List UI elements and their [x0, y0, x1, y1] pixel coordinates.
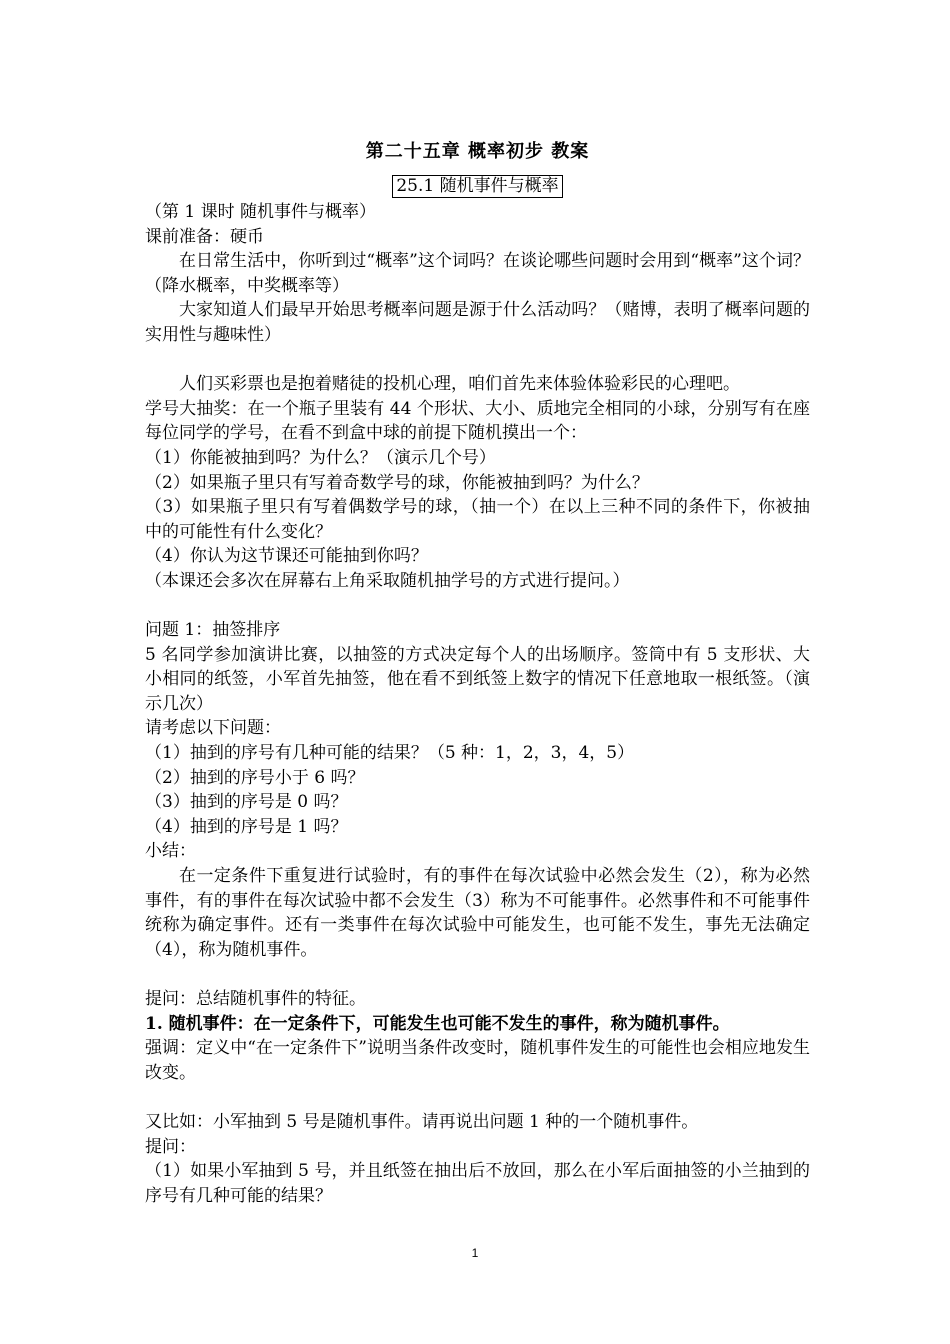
blank-line	[145, 1085, 810, 1110]
paragraph: 提问：	[145, 1136, 196, 1157]
blank-line	[145, 594, 810, 619]
paragraph: 又比如：小军抽到 5 号是随机事件。请再说出问题 1 种的一个随机事件。	[145, 1111, 699, 1132]
paragraph: （1）抽到的序号有几种可能的结果？（5 种：1，2，3，4，5）	[145, 743, 635, 764]
section-heading-wrap	[145, 174, 810, 200]
paragraph: （4）抽到的序号是 1 吗？	[145, 816, 348, 837]
blank-line	[145, 962, 810, 987]
paragraph: （2）如果瓶子里只有写着奇数学号的球，你能被抽到吗？为什么？	[145, 472, 649, 493]
paragraph: （第 1 课时 随机事件与概率）	[145, 202, 377, 222]
paragraph: 学号大抽奖：在一个瓶子里装有 44 个形状、大小、质地完全相同的小球，分别写有在座每位同学的学号，在看不到盒中球的前提下随机摸出一个：	[145, 398, 810, 444]
paragraph: 强调：定义中“在一定条件下”说明当条件改变时，随机事件发生的可能性也会相应地发生改变。	[145, 1038, 810, 1083]
paragraph: 大家知道人们最早开始思考概率问题是源于什么活动吗？（赌博，表明了概率问题的实用性与趣味性）	[145, 300, 810, 345]
page-number: 1	[471, 1246, 479, 1260]
paragraph: 5 名同学参加演讲比赛，以抽签的方式决定每个人的出场顺序。签筒中有 5 支形状、大小相同的纸签，小军首先抽签，他在看不到纸签上数字的情况下任意地取一根纸签。（演示几次）	[145, 644, 810, 714]
paragraph: （2）抽到的序号小于 6 吗？	[145, 767, 365, 788]
paragraph: 小结：	[145, 841, 196, 862]
paragraph: 在一定条件下重复进行试验时，有的事件在每次试验中必然会发生（2），称为必然事件，有的事件在每次试验中都不会发生（3）称为不可能事件。必然事件和不可能事件统称为确定事件。还有一类事件在每次试验中可能发生，也可能不发生，事先无法确定（4），称为随机事件。	[145, 866, 810, 960]
chapter-title: 第二十五章 概率初步 教案	[365, 141, 590, 162]
paragraph: （4）你认为这节课还可能抽到你吗？	[145, 546, 428, 567]
blank-line	[145, 348, 810, 373]
paragraph-list	[145, 200, 810, 1208]
paragraph: 在日常生活中，你听到过“概率”这个词吗？在谈论哪些问题时会用到“概率”这个词？（降水概率，中奖概率等）	[145, 251, 810, 296]
paragraph: （本课还会多次在屏幕右上角采取随机抽学号的方式进行提问。）	[145, 570, 630, 591]
paragraph: （1）你能被抽到吗？为什么？（演示几个号）	[145, 447, 496, 468]
paragraph: 问题 1：抽签排序	[145, 620, 281, 641]
paragraph: 提问：总结随机事件的特征。	[145, 989, 366, 1009]
paragraph: （3）抽到的序号是 0 吗？	[145, 792, 348, 813]
document-body	[145, 140, 810, 1208]
paragraph: 课前准备：硬币	[145, 226, 264, 247]
paragraph: 请考虑以下问题：	[145, 718, 281, 739]
paragraph: 人们买彩票也是抱着赌徒的投机心理，咱们首先来体验体验彩民的心理吧。	[179, 374, 740, 395]
paragraph: （3）如果瓶子里只有写着偶数学号的球，（抽一个）在以上三种不同的条件下，你被抽中的可能性有什么变化？	[145, 497, 810, 542]
paragraph: （1）如果小军抽到 5 号，并且纸签在抽出后不放回，那么在小军后面抽签的小兰抽到的序号有几种可能的结果？	[145, 1161, 810, 1206]
paragraph: 1. 随机事件：在一定条件下，可能发生也可能不发生的事件，称为随机事件。	[145, 1013, 730, 1034]
section-heading: 25.1 随机事件与概率	[392, 175, 562, 198]
